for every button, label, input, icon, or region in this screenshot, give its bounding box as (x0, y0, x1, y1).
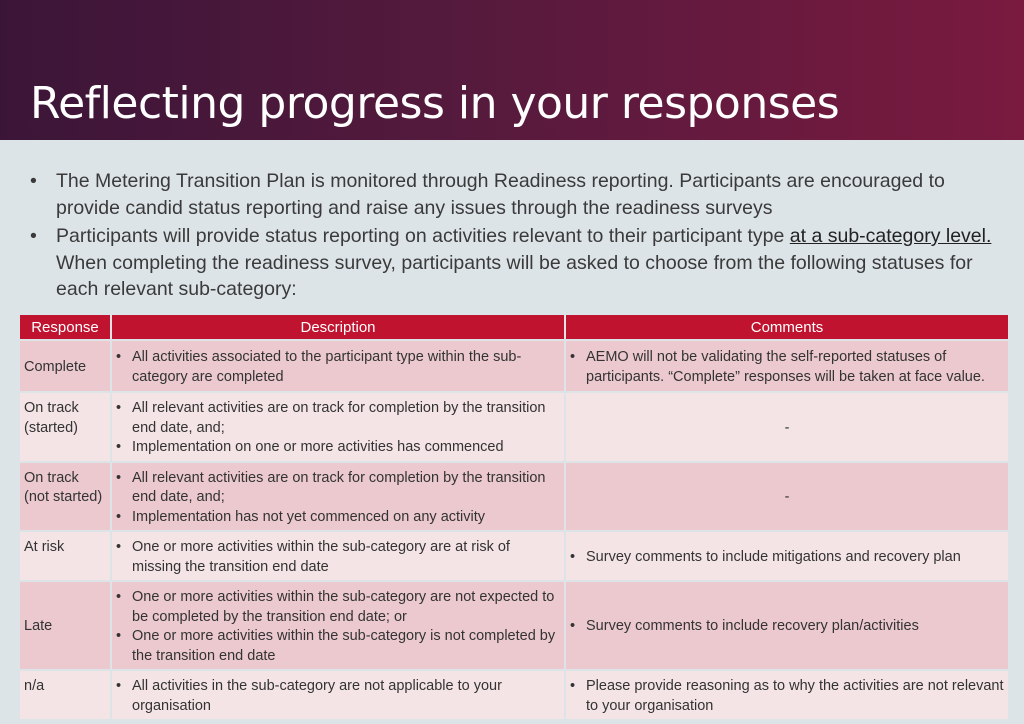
description-cell (112, 341, 564, 391)
intro-bullet-1 (30, 168, 1005, 221)
comment-bullet: • Survey comments to include mitigations and recovery plan (570, 548, 961, 565)
intro-bullet-2-text (56, 223, 1005, 303)
bullet-glyph: • (30, 225, 37, 247)
table-row (20, 582, 1008, 669)
description-bullet: • One or more activities within the sub-category is not completed by the transition end date (116, 628, 556, 664)
description-bullet: • All relevant activities are on track for completion by the transition end date, and; (116, 469, 546, 505)
description-bullet: • All activities in the sub-category are not applicable to your organisation (116, 678, 502, 714)
comments-cell (566, 671, 1008, 719)
header-banner (0, 0, 1024, 140)
response-cell: At risk (20, 532, 110, 580)
response-cell: On track (started) (20, 393, 110, 461)
description-bullet: • Implementation has not yet commenced on any activity (116, 508, 486, 525)
page-title: Reflecting progress in your responses (30, 78, 840, 129)
description-cell (112, 532, 564, 580)
intro-bullet-2-after: When completing the readiness survey, participants will be asked to choose from the following statuses for each relevant sub-category: (56, 251, 973, 300)
response-cell: Late (20, 582, 110, 669)
intro-bullet-2 (30, 223, 1005, 303)
status-table (18, 313, 1008, 721)
table-header-row (20, 315, 1008, 339)
description-cell (112, 582, 564, 669)
sub-category-level-link[interactable]: at a sub-category level. (789, 225, 992, 247)
comments-cell: - (566, 463, 1008, 531)
description-cell (112, 393, 564, 461)
comments-cell (566, 532, 1008, 580)
comment-bullet: • Survey comments to include recovery plan/activities (570, 618, 919, 635)
intro-text (30, 168, 1005, 303)
table-row (20, 341, 1008, 391)
bullet-glyph: • (30, 170, 37, 192)
response-cell: n/a (20, 671, 110, 719)
header-response: Response (20, 315, 110, 339)
comment-bullet: • Please provide reasoning as to why the activities are not relevant to your organisation (570, 678, 1004, 714)
header-description: Description (112, 315, 564, 339)
intro-bullet-1-text: The Metering Transition Plan is monitored through Readiness reporting. Participants are encouraged to provide candid status reporting and raise any issues through the readiness surveys (56, 170, 945, 219)
description-bullet: • One or more activities within the sub-category are at risk of missing the transition end date (116, 539, 510, 575)
table-row (20, 671, 1008, 719)
comments-cell (566, 341, 1008, 391)
response-cell: Complete (20, 341, 110, 391)
comment-bullet: • AEMO will not be validating the self-reported statuses of participants. “Complete” responses will be taken at face value. (570, 349, 985, 385)
header-comments: Comments (566, 315, 1008, 339)
description-bullet: • All relevant activities are on track for completion by the transition end date, and; (116, 400, 546, 436)
table-row (20, 532, 1008, 580)
response-cell: On track (not started) (20, 463, 110, 531)
comments-cell (566, 582, 1008, 669)
table-row (20, 463, 1008, 531)
intro-bullet-2-before: Participants will provide status reporting on activities relevant to their participant type (56, 225, 790, 247)
table-row (20, 393, 1008, 461)
description-cell (112, 671, 564, 719)
description-bullet: • Implementation on one or more activities has commenced (116, 439, 504, 455)
description-bullet: • One or more activities within the sub-category are not expected to be completed by the transition end date; or (116, 589, 555, 625)
description-bullet: • All activities associated to the participant type within the sub-category are completed (116, 349, 522, 385)
description-cell (112, 463, 564, 531)
comments-cell: - (566, 393, 1008, 461)
